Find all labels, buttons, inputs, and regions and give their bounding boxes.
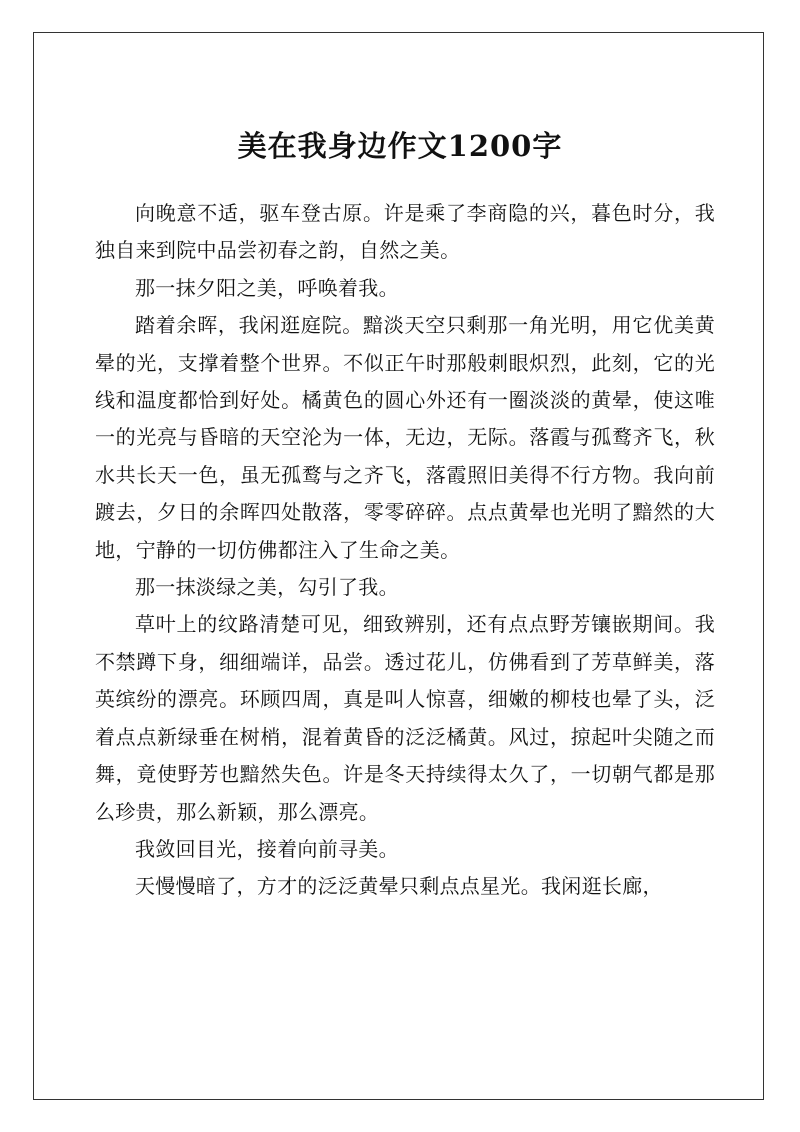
paragraph: 向晚意不适，驱车登古原。许是乘了李商隐的兴，暮色时分，我独自来到院中品尝初春之韵，自然之美。 — [95, 201, 715, 263]
article-body — [95, 195, 715, 906]
paragraph: 天慢慢暗了，方才的泛泛黄晕只剩点点星光。我闲逛长廊， — [135, 874, 663, 899]
paragraph: 那一抹淡绿之美，勾引了我。 — [135, 575, 399, 600]
paragraph: 那一抹夕阳之美，呼唤着我。 — [135, 275, 399, 300]
paragraph: 踏着余晖，我闲逛庭院。黯淡天空只剩那一角光明，用它优美黄晕的光，支撑着整个世界。不似正午时那般刺眼炽烈，此刻，它的光线和温度都恰到好处。橘黄色的圆心外还有一圈淡淡的黄晕，使这唯一的光亮与昏暗的天空沦为一体，无边，无际。落霞与孤鹜齐飞，秋水共长天一色，虽无孤鹜与之齐飞，落霞照旧美得不行方物。我向前踱去，夕日的余晖四处散落，零零碎碎。点点黄晕也光明了黯然的大地，宁静的一切仿佛都注入了生命之美。 — [95, 313, 715, 562]
paragraph: 我敛回目光，接着向前寻美。 — [135, 836, 399, 861]
paragraph: 草叶上的纹路清楚可见，细致辨别，还有点点野芳镶嵌期间。我不禁蹲下身，细细端详，品尝。透过花儿，仿佛看到了芳草鲜美，落英缤纷的漂亮。环顾四周，真是叫人惊喜，细嫩的柳枝也晕了头，泛着点点新绿垂在树梢，混着黄昏的泛泛橘黄。风过，掠起叶尖随之而舞，竟使野芳也黯然失色。许是冬天持续得太久了，一切朝气都是那么珍贵，那么新颖，那么漂亮。 — [95, 612, 715, 824]
page-title: 美在我身边作文1200字 — [237, 129, 563, 163]
